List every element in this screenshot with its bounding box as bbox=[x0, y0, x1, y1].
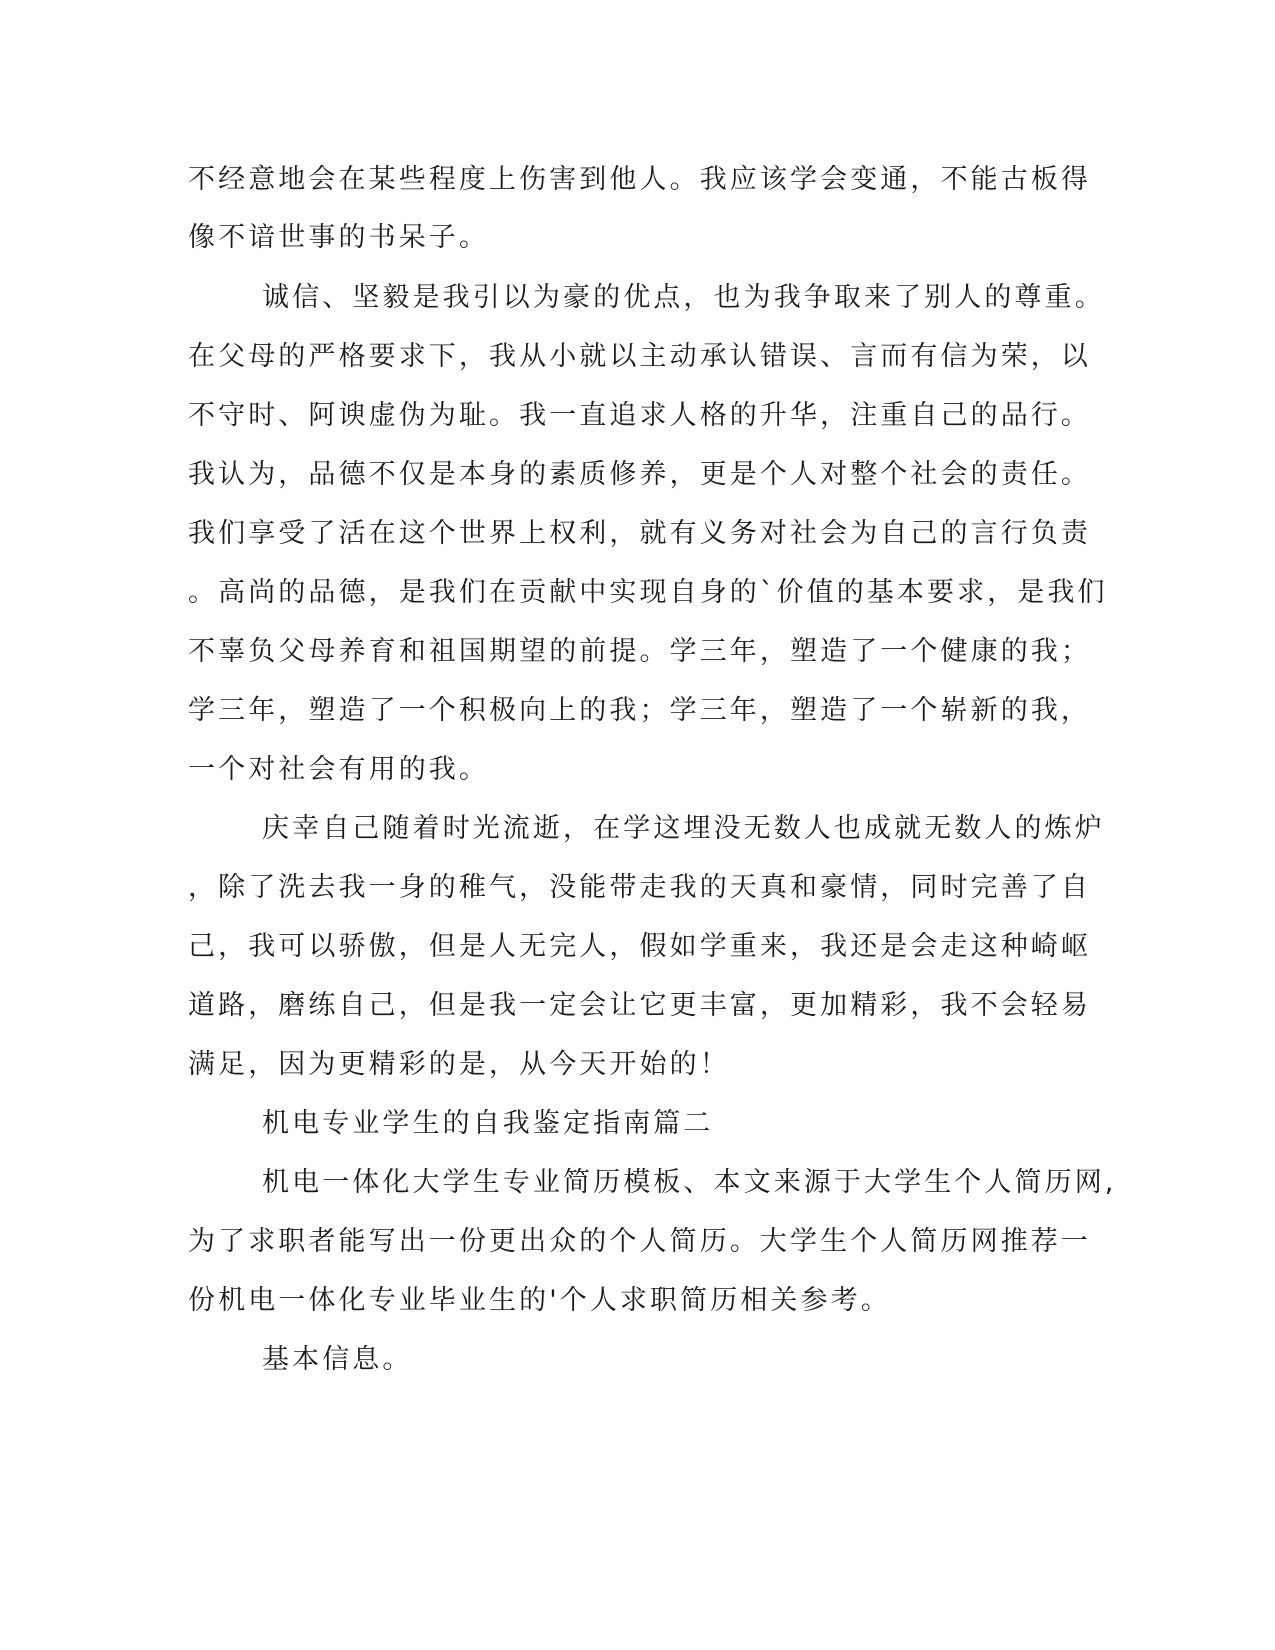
text-line-1: 不经意地会在某些程度上伤害到他人。我应该学会变通，不能古板得 bbox=[188, 164, 1091, 195]
text-line-12: 庆幸自己随着时光流逝，在学这埋没无数人也成就无数人的炼炉 bbox=[262, 813, 1105, 844]
text-line-16: 满足，因为更精彩的是，从今天开始的！ bbox=[188, 1049, 730, 1080]
text-line-10: 学三年，塑造了一个积极向上的我；学三年，塑造了一个崭新的我， bbox=[188, 695, 1091, 726]
text-line-20: 份机电一体化专业毕业生的'个人求职简历相关参考。 bbox=[188, 1285, 891, 1316]
text-line-5: 不守时、阿谀虚伪为耻。我一直追求人格的升华，注重自己的品行。 bbox=[188, 400, 1091, 431]
text-line-18: 机电一体化大学生专业简历模板、本文来源于大学生个人简历网, bbox=[262, 1167, 1117, 1198]
text-line-11: 一个对社会有用的我。 bbox=[188, 754, 489, 785]
text-line-19: 为了求职者能写出一份更出众的个人简历。大学生个人简历网推荐一 bbox=[188, 1226, 1091, 1257]
text-line-8: 。高尚的品德，是我们在贡献中实现自身的`价值的基本要求，是我们 bbox=[188, 577, 1108, 608]
text-line-4: 在父母的严格要求下，我从小就以主动承认错误、言而有信为荣，以 bbox=[188, 341, 1091, 372]
section-heading: 机电专业学生的自我鉴定指南篇二 bbox=[262, 1108, 714, 1139]
text-line-21: 基本信息。 bbox=[262, 1344, 413, 1375]
text-line-15: 道路，磨练自己，但是我一定会让它更丰富，更加精彩，我不会轻易 bbox=[188, 990, 1091, 1021]
text-line-14: 己，我可以骄傲，但是人无完人，假如学重来，我还是会走这种崎岖 bbox=[188, 931, 1091, 962]
text-line-13: ，除了洗去我一身的稚气，没能带走我的天真和豪情，同时完善了自 bbox=[188, 872, 1091, 903]
text-line-9: 不辜负父母养育和祖国期望的前提。学三年，塑造了一个健康的我； bbox=[188, 636, 1091, 667]
text-line-6: 我认为，品德不仅是本身的素质修养，更是个人对整个社会的责任。 bbox=[188, 459, 1091, 490]
text-line-2: 像不谙世事的书呆子。 bbox=[188, 222, 489, 253]
text-line-7: 我们享受了活在这个世界上权利，就有义务对社会为自己的言行负责 bbox=[188, 518, 1091, 549]
text-line-3: 诚信、坚毅是我引以为豪的优点，也为我争取来了别人的尊重。 bbox=[262, 282, 1105, 313]
